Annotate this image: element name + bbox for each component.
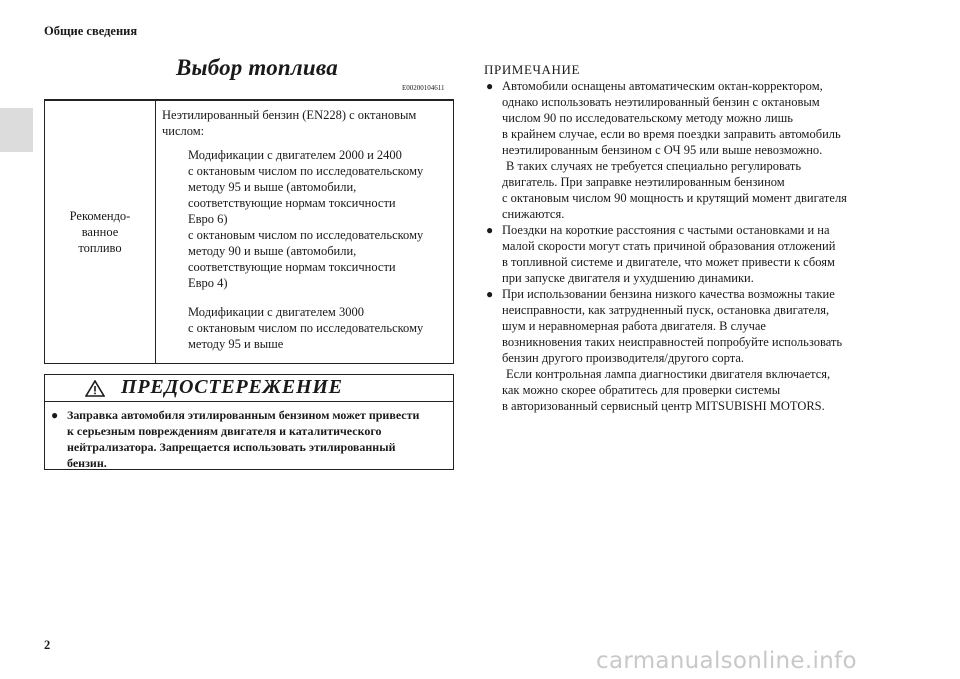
note-line: как можно скорее обратитесь для проверки системы — [502, 383, 781, 397]
note-line: двигатель. При заправке неэтилированным бензином — [502, 175, 785, 189]
note-line: неэтилированным бензином с ОЧ 95 или выше невозможно. — [502, 143, 823, 157]
bullet-icon: ● — [486, 223, 494, 237]
document-code: E00200104611 — [402, 84, 445, 92]
spec-line: с октановым числом по исследовательскому — [188, 321, 424, 335]
spec-line: Евро 4) — [188, 276, 228, 290]
spec-line: соответствующие нормам токсичности — [188, 260, 396, 274]
note-item — [484, 78, 904, 222]
note-line: при запуске двигателя и ухудшению динамики. — [502, 271, 754, 285]
note-line: В таких случаях не требуется специально регулировать — [506, 159, 802, 173]
note-item — [484, 222, 904, 286]
spec-line: Евро 6) — [188, 212, 228, 226]
fuel-label-line: Рекомендо- — [69, 209, 131, 223]
note-line: в авторизованный сервисный центр MITSUBISHI MOTORS. — [502, 399, 825, 413]
note-line: Поездки на короткие расстояния с частыми остановками и на — [502, 223, 830, 237]
warning-line: бензин. — [67, 456, 107, 470]
note-line: малой скорости могут стать причиной образования отложений — [502, 239, 836, 253]
page-title: Выбор топлива — [176, 55, 338, 80]
spec-line: методу 95 и выше — [188, 337, 284, 351]
engine-2000-2400-spec — [162, 147, 447, 352]
fuel-lead-line: Неэтилированный бензин (EN228) с октановым — [162, 108, 417, 122]
warning-triangle-icon — [85, 380, 105, 397]
section-title: Общие сведения — [44, 24, 138, 38]
warning-title: ПРЕДОСТЕРЕЖЕНИЕ — [121, 376, 343, 398]
warning-line: Заправка автомобиля этилированным бензином может привести — [67, 408, 420, 422]
note-line: Автомобили оснащены автоматическим октан-корректором, — [502, 79, 823, 93]
spec-line: методу 95 и выше (автомобили, — [188, 180, 357, 194]
fuel-table — [44, 100, 454, 364]
note-line: однако использовать неэтилированный бензин с октановым — [502, 95, 820, 109]
spec-line: с октановым числом по исследовательскому — [188, 164, 424, 178]
bullet-icon: ● — [51, 408, 59, 422]
note-line: Если контрольная лампа диагностики двигателя включается, — [506, 367, 831, 381]
spec-line: Модификации с двигателем 2000 и 2400 — [188, 148, 402, 162]
fuel-label-line: топливо — [78, 241, 122, 255]
fuel-label-line: ванное — [81, 225, 119, 239]
watermark: carmanualsonline.info — [596, 648, 857, 674]
note-line: снижаются. — [502, 207, 565, 221]
spec-line: с октановым числом по исследовательскому — [188, 228, 424, 242]
warning-header — [45, 375, 453, 402]
page-number: 2 — [44, 638, 51, 652]
note-item — [484, 286, 904, 414]
fuel-table-value-cell — [156, 101, 454, 364]
fuel-lead-line: числом: — [162, 124, 205, 138]
note-line: числом 90 по исследовательскому методу можно лишь — [502, 111, 793, 125]
warning-line: нейтрализатора. Запрещается использовать этилированный — [67, 440, 396, 454]
spec-line: соответствующие нормам токсичности — [188, 196, 396, 210]
note-line: шум и неравномерная работа двигателя. В случае — [502, 319, 766, 333]
note-line: в крайнем случае, если во время поездки заправить автомобиль — [502, 127, 841, 141]
note-line: При использовании бензина низкого качества возможны такие — [502, 287, 835, 301]
warning-line: к серьезным повреждениям двигателя и каталитического — [67, 424, 382, 438]
bullet-icon: ● — [486, 287, 494, 301]
warning-box — [44, 374, 454, 470]
warning-text — [51, 407, 447, 471]
note-line: бензин другого производителя/другого сорта. — [502, 351, 744, 365]
note-list — [484, 78, 904, 414]
note-line: неисправности, как затрудненный пуск, остановка двигателя, — [502, 303, 830, 317]
note-line: возникновения таких неисправностей попробуйте использовать — [502, 335, 843, 349]
spec-line: методу 90 и выше (автомобили, — [188, 244, 357, 258]
note-line: с октановым числом 90 мощность и крутящий момент двигателя — [502, 191, 847, 205]
bullet-icon: ● — [486, 79, 494, 93]
note-heading: ПРИМЕЧАНИЕ — [484, 62, 581, 77]
fuel-table-label-cell — [45, 101, 156, 364]
spec-line: Модификации с двигателем 3000 — [188, 305, 364, 319]
note-line: в топливной системе и двигателе, что может привести к сбоям — [502, 255, 835, 269]
section-tab-marker — [0, 108, 33, 152]
